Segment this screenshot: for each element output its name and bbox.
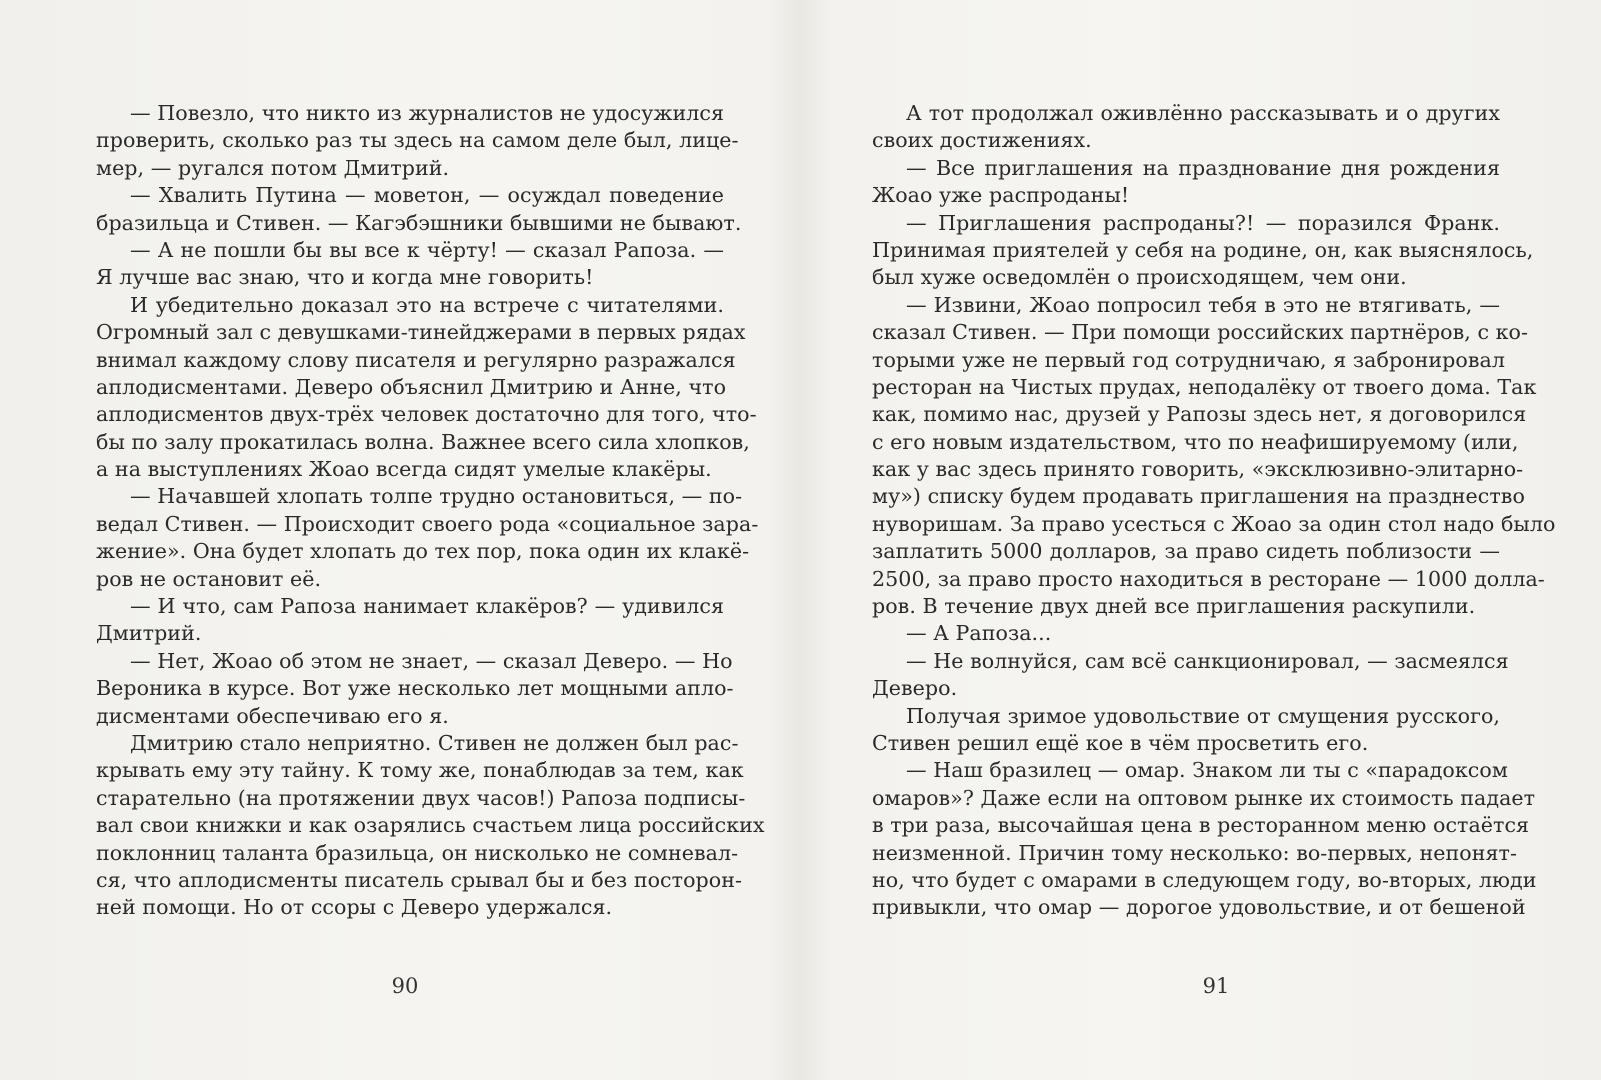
text-line: как у вас здесь принято говорить, «эксклюзивно-элитарно-	[872, 457, 1524, 482]
text-line: — А не пошли бы вы все к чёрту! — сказал Рапоза. —	[130, 237, 724, 262]
text-line: проверить, сколько раз ты здесь на самом деле был, лице-	[96, 128, 739, 153]
text-line: — Наш бразилец — омар. Знаком ли ты с «парадоксом	[906, 758, 1508, 783]
text-line: дисментами обеспечиваю его я.	[96, 703, 449, 728]
text-line: вал свои книжки и как озарялись счастьем лица российских	[96, 813, 765, 838]
text-line: Жоао уже распроданы!	[872, 183, 1130, 208]
text-line: бы по залу прокатилась волна. Важнее всего сила хлопков,	[96, 429, 750, 454]
text-line: Огромный зал с девушками-тинейджерами в первых рядах	[96, 320, 746, 345]
text-line: Получая зримое удовольствие от смущения русского,	[906, 703, 1500, 728]
text-line: поклонниц таланта бразильца, он нисколько не сомневал-	[96, 840, 739, 865]
text-line: а на выступлениях Жоао всегда сидят умелые клакёры.	[96, 457, 712, 482]
text-line: — Повезло, что никто из журналистов не удосужился	[130, 101, 724, 125]
text-line: сказал Стивен. — При помощи российских партнёров, с ко-	[872, 320, 1529, 345]
text-line: му») списку будем продавать приглашения на празднество	[872, 484, 1525, 509]
text-line: ресторан на Чистых прудах, неподалёку от твоего дома. Так	[872, 374, 1537, 399]
text-line: бразильца и Стивен. — Кагэбэшники бывшими не бывают.	[96, 210, 742, 235]
text-line: — Нет, Жоао об этом не знает, — сказал Деверо. — Но	[130, 648, 733, 673]
text-line: — Начавшей хлопать толпе трудно остановиться, — по-	[130, 484, 743, 509]
text-line: был хуже осведомлён о происходящем, чем они.	[872, 265, 1407, 290]
text-line: ся, что аплодисменты писатель срывал бы и без посторон-	[96, 867, 742, 892]
text-line: И убедительно доказал это на встрече с читателями.	[130, 292, 724, 317]
text-line: ров не остановит её.	[96, 566, 322, 591]
right-page-text	[872, 100, 1556, 922]
text-line: как, помимо нас, друзей у Рапозы здесь нет, я договорился	[872, 402, 1527, 427]
left-page	[0, 0, 800, 1080]
right-page	[801, 0, 1601, 1080]
text-line: внимал каждому слову писателя и регулярно разражался	[96, 347, 736, 372]
text-line: — И что, сам Рапоза нанимает клакёров? — удивился	[130, 594, 724, 619]
text-line: старательно (на протяжении двух часов!) Рапоза подписы-	[96, 785, 746, 810]
text-line: аплодисментами. Деверо объяснил Дмитрию и Анне, что	[96, 374, 727, 399]
text-line: торыми уже не первый год сотрудничаю, я забронировал	[872, 347, 1505, 372]
text-line: привыкли, что омар — дорогое удовольствие, и от бешеной	[872, 895, 1526, 920]
left-page-text	[96, 100, 765, 922]
text-line: А тот продолжал оживлённо рассказывать и о других	[906, 101, 1500, 125]
text-line: жение». Она будет хлопать до тех пор, пока один их клакё-	[96, 539, 750, 564]
page-number-right: 91	[1202, 974, 1230, 998]
text-line: Принимая приятелей у себя на родине, он, как выяснялось,	[872, 237, 1534, 262]
text-line: омаров»? Даже если на оптовом рынке их стоимость падает	[872, 785, 1536, 810]
text-line: — Извини, Жоао попросил тебя в это не втягивать, —	[906, 292, 1500, 317]
text-line: Дмитрий.	[96, 621, 202, 646]
text-line: — Не волнуйся, сам всё санкционировал, — засмеялся	[906, 648, 1509, 673]
text-line: 2500, за право просто находиться в ресторане — 1000 долла-	[872, 566, 1545, 591]
page-number-left: 90	[391, 974, 419, 998]
text-line: ведал Стивен. — Происходит своего рода «социальное зара-	[96, 511, 759, 536]
text-line: Дмитрию стало неприятно. Стивен не должен был рас-	[130, 730, 739, 755]
text-line: — А Рапоза...	[906, 621, 1052, 646]
text-line: — Хвалить Путина — моветон, — осуждал поведение	[130, 183, 724, 208]
text-line: — Приглашения распроданы?! — поразился Франк.	[906, 210, 1500, 235]
text-line: Вероника в курсе. Вот уже несколько лет мощными апло-	[96, 676, 734, 701]
text-line: в три раза, высочайшая цена в ресторанном меню остаётся	[872, 813, 1530, 838]
text-line: ров. В течение двух дней все приглашения раскупили.	[872, 594, 1476, 619]
text-line: с его новым издательством, что по неафишируемому (или,	[872, 429, 1519, 454]
text-line: Я лучше вас знаю, что и когда мне говорить!	[96, 265, 594, 290]
text-line: заплатить 5000 долларов, за право сидеть поблизости —	[872, 539, 1500, 564]
text-line: мер, — ругался потом Дмитрий.	[96, 155, 450, 180]
text-line: неизменной. Причин тому несколько: во-первых, непонят-	[872, 840, 1518, 865]
text-line: ней помощи. Но от ссоры с Деверо удержался.	[96, 895, 613, 920]
text-line: но, что будет с омарами в следующем году, во-вторых, люди	[872, 867, 1537, 892]
text-line: нуворишам. За право усесться с Жоао за один стол надо было	[872, 511, 1556, 536]
text-line: аплодисментов двух-трёх человек достаточно для того, что-	[96, 402, 757, 427]
text-line: Деверо.	[872, 676, 958, 701]
text-line: — Все приглашения на празднование дня рождения	[906, 155, 1500, 180]
text-line: своих достижениях.	[872, 128, 1092, 153]
text-line: крывать ему эту тайну. К тому же, понаблюдав за тем, как	[96, 758, 744, 783]
text-line: Стивен решил ещё кое в чём просветить его.	[872, 730, 1369, 755]
